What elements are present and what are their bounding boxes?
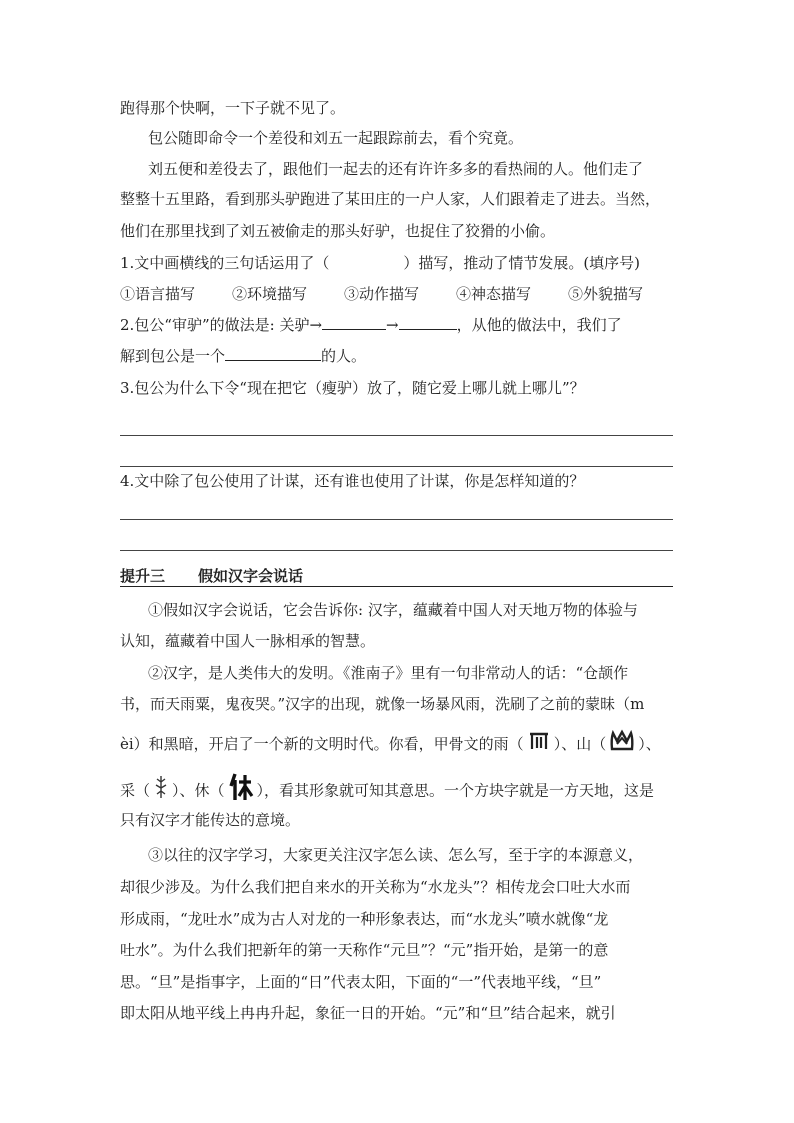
question-2-text: 2.包公“审驴”的做法是: 关驴→: [120, 316, 323, 334]
question-4: 4.文中除了包公使用了计谋，还有谁也使用了计谋，你是怎样知道的？: [120, 472, 585, 490]
article-text: èi）和黑暗，开启了一个新的文明时代。你看，甲骨文的雨（: [120, 735, 524, 753]
article-line: 却很少涉及。为什么我们把自来水的开关称为“水龙头”？相传龙会口吐大水而: [120, 878, 631, 896]
passage-line: 他们在那里找到了刘五被偷走的那头好驴，也捉住了狡猾的小偷。: [120, 222, 556, 240]
option-2: ②环境描写: [232, 285, 308, 303]
article-text: 采（: [120, 781, 151, 800]
question-2-text-mid: ，从他的做法中，我们了: [456, 316, 622, 334]
worksheet-page: [120, 0, 673, 1123]
article-line: 形成雨，“龙吐水”成为古人对龙的一种形象表达，而“水龙头”喷水就像“龙: [120, 910, 609, 928]
article-line: 吐水”。为什么我们把新年的第一天称作“元旦”？“元”指开始，是第一的意: [120, 941, 609, 959]
option-5: ⑤外貌描写: [568, 285, 644, 303]
article-line: 只有汉字才能传达的意境。: [120, 811, 301, 829]
answer-blank-2[interactable]: [399, 315, 457, 330]
question-2-text-d: 的人。: [321, 347, 367, 365]
article-line-glyphs-1: [120, 729, 661, 755]
article-text: ）、: [638, 735, 661, 753]
answer-line[interactable]: [120, 435, 673, 436]
article-text: ）、山（: [553, 735, 607, 753]
option-1: ①语言描写: [120, 285, 196, 303]
oracle-rest-glyph: [228, 772, 254, 811]
passage-line: 刘五便和差役去了，跟他们一起去的还有许许多多的看热闹的人。他们走了: [148, 160, 644, 178]
option-4: ④神态描写: [456, 285, 532, 303]
section-label: 提升三: [120, 567, 166, 585]
answer-line[interactable]: [120, 466, 673, 467]
arrow: →: [386, 316, 399, 334]
question-3: 3.包公为什么下令“现在把它（瘦驴）放了，随它爱上哪儿就上哪儿”？: [120, 379, 585, 397]
article-line: 即太阳从地平线上冉冉升起，象征一日的开始。“元”和“旦”结合起来，就引: [120, 1004, 616, 1022]
article-text: ）、休（: [172, 781, 225, 800]
question-2-cont: [120, 346, 366, 366]
article-line-glyphs-2: [120, 772, 654, 800]
section-heading: [120, 566, 673, 587]
article-text: ），看其形象就可知其意思。一个方块字就是一方天地，这是: [256, 781, 655, 800]
question-1-options: [120, 284, 643, 304]
oracle-rain-glyph: [527, 729, 551, 761]
answer-line[interactable]: [120, 550, 673, 551]
answer-blank-1[interactable]: [322, 315, 386, 330]
passage-line: 包公随即命令一个差役和刘五一起跟踪前去，看个究竟。: [148, 129, 524, 147]
question-1-text-tail: ）描写，推动了情节发展。(填序号): [403, 254, 641, 272]
question-2: [120, 315, 622, 335]
answer-blank-3[interactable]: [225, 346, 321, 361]
answer-line[interactable]: [120, 519, 673, 520]
question-1: [120, 253, 640, 273]
question-1-text: 1.文中画横线的三句话运用了（: [120, 254, 330, 272]
oracle-pick-glyph: [153, 774, 169, 809]
article-line: 认知，蕴藏着中国人一脉相承的智慧。: [120, 632, 376, 650]
section-title: 假如汉字会说话: [198, 567, 304, 585]
article-line: ③以往的汉字学习，大家更关注汉字怎么读、怎么写，至于字的本源意义，: [148, 846, 644, 864]
article-line: ②汉字，是人类伟大的发明。《淮南子》里有一句非常动人的话：“仓颉作: [148, 664, 629, 682]
oracle-mountain-glyph: [609, 729, 635, 761]
option-3: ③动作描写: [344, 285, 420, 303]
article-line: 书，而天雨粟，鬼夜哭。”汉字的出现，就像一场暴风雨，洗刷了之前的蒙昧（m: [120, 695, 645, 713]
question-2-text-c: 解到包公是一个: [120, 347, 226, 365]
article-line: 思。“旦”是指事字，上面的“日”代表太阳，下面的“一”代表地平线，“旦”: [120, 973, 602, 991]
passage-line: 整整十五里路，看到那头驴跑进了某田庄的一户人家，人们跟着走了进去。当然，: [120, 190, 661, 208]
article-line: ①假如汉字会说话，它会告诉你: 汉字，蕴藏着中国人对天地万物的体验与: [148, 601, 638, 619]
passage-line: 跑得那个快啊，一下子就不见了。: [120, 99, 346, 117]
